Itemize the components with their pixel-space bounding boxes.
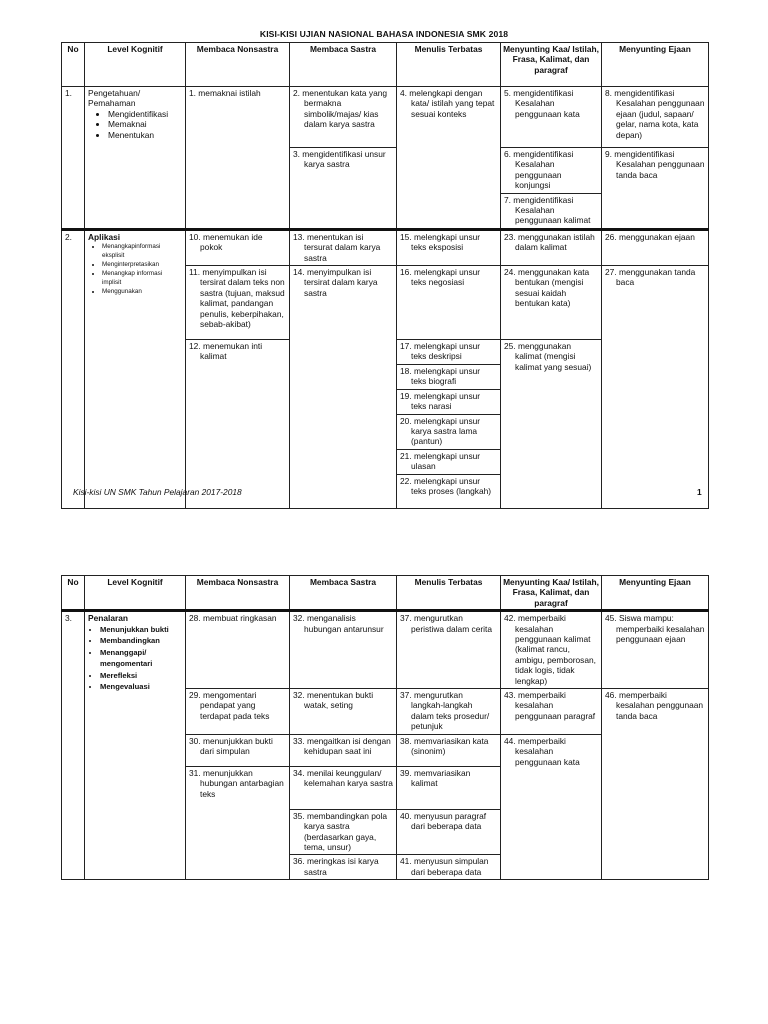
indicator-cell: 43. memperbaiki kesalahan penggunaan paragraf xyxy=(501,689,602,735)
level-list xyxy=(88,624,182,693)
indicator-cell: 44. memperbaiki kesalahan penggunaan kata xyxy=(501,734,602,879)
indicator-cell: 19. melengkapi unsur teks narasi xyxy=(397,389,501,414)
indicator-cell: 1. memaknai istilah xyxy=(186,87,290,230)
indicator-cell: 35. membandingkan pola karya sastra (berdasarkan gaya, tema, unsur) xyxy=(290,809,397,855)
indicator-cell: 39. memvariasikan kalimat xyxy=(397,766,501,809)
table-row xyxy=(62,229,709,265)
row-number: 3. xyxy=(62,611,85,880)
indicator-cell: 40. menyusun paragraf dari beberapa data xyxy=(397,809,501,855)
indicator-cell: 10. menemukan ide pokok xyxy=(186,229,290,265)
indicator-cell: 25. menggunakan kalimat (mengisi kalimat yang sesuai) xyxy=(501,340,602,508)
level-title: Pengetahuan/ Pemahaman xyxy=(88,88,141,109)
header-level-kognitif: Level Kognitif xyxy=(85,576,186,611)
indicator-cell: 14. menyimpulkan isi tersirat dalam karya sastra xyxy=(290,266,397,508)
indicator-cell: 12. menemukan inti kalimat xyxy=(186,340,290,508)
level-item: • Mengidentifikasi xyxy=(108,109,182,119)
level-item: • Menggunakan xyxy=(102,287,182,296)
indicator-cell: 27. menggunakan tanda baca xyxy=(602,266,709,508)
indicator-cell: 18. melengkapi unsur teks biografi xyxy=(397,364,501,389)
header-no: No xyxy=(62,43,85,87)
page-footer: Kisi-kisi UN SMK Tahun Pelajaran 2017-2018 xyxy=(73,487,242,497)
indicator-cell: 20. melengkapi unsur karya sastra lama (pantun) xyxy=(397,414,501,449)
indicator-cell: 32. menentukan bukti watak, seting xyxy=(290,689,397,735)
indicator-cell: 46. memperbaiki kesalahan penggunaan tanda baca xyxy=(602,689,709,880)
indicator-cell: 13. menentukan isi tersurat dalam karya sastra xyxy=(290,229,397,265)
level-item: • Menentukan xyxy=(108,130,182,140)
level-list xyxy=(88,242,182,296)
level-item: • Merefleksi xyxy=(100,670,182,682)
header-membaca-sastra: Membaca Sastra xyxy=(290,576,397,611)
indicator-cell: 15. melengkapi unsur teks eksposisi xyxy=(397,229,501,265)
indicator-cell: 16. melengkapi unsur teks negosiasi xyxy=(397,266,501,340)
level-title: Penalaran xyxy=(88,613,129,624)
indicator-cell: 45. Siswa mampu: memperbaiki kesalahan penggunaan ejaan xyxy=(602,611,709,689)
header-menyunting-kata: Menyunting Kaa/ Istilah, Frasa, Kalimat, dan paragraf xyxy=(501,576,602,611)
header-membaca-sastra: Membaca Sastra xyxy=(290,43,397,87)
indicator-cell: 7. mengidentifikasi Kesalahan penggunaan kalimat xyxy=(501,193,602,229)
page-number: 1 xyxy=(697,487,702,497)
indicator-cell: 29. mengomentari pendapat yang terdapat pada teks xyxy=(186,689,290,735)
row-number: 2. xyxy=(62,229,85,508)
header-no: No xyxy=(62,576,85,611)
header-menyunting-kata: Menyunting Kaa/ Istilah, Frasa, Kalimat, dan paragraf xyxy=(501,43,602,87)
indicator-cell: 31. menunjukkan hubungan antarbagian teks xyxy=(186,766,290,879)
indicator-cell: 33. mengaitkan isi dengan kehidupan saat ini xyxy=(290,734,397,766)
header-membaca-nonsastra: Membaca Nonsastra xyxy=(186,576,290,611)
level-cell xyxy=(85,611,186,880)
indicator-cell: 11. menyimpulkan isi tersirat dalam teks non sastra (tujuan, maksud kalimat, pandangan penulis, keberpihakan, sebab-akibat) xyxy=(186,266,290,340)
level-item: • Menangkapinformasi eksplisit xyxy=(102,242,182,260)
indicator-cell: 23. menggunakan istilah dalam kalimat xyxy=(501,229,602,265)
level-title: Aplikasi xyxy=(88,231,121,242)
kisi-kisi-table-page-1 xyxy=(61,42,709,509)
indicator-cell: 9. mengidentifikasi Kesalahan penggunaan tanda baca xyxy=(602,148,709,230)
indicator-cell: 21. melengkapi unsur ulasan xyxy=(397,449,501,474)
indicator-cell: 32. menganalisis hubungan antarunsur xyxy=(290,611,397,689)
level-cell xyxy=(85,229,186,508)
indicator-cell: 34. menilai keunggulan/ kelemahan karya sastra xyxy=(290,766,397,809)
header-menyunting-ejaan: Menyunting Ejaan xyxy=(602,43,709,87)
table-header-row xyxy=(62,576,709,611)
header-menulis-terbatas: Menulis Terbatas xyxy=(397,576,501,611)
level-item: • Membandingkan xyxy=(100,635,182,647)
table-row xyxy=(62,87,709,148)
level-item: • Menginterpretasikan xyxy=(102,260,182,269)
indicator-cell: 22. melengkapi unsur teks proses (langkah) xyxy=(397,474,501,508)
table-header-row xyxy=(62,43,709,87)
indicator-cell: 30. menunjukkan bukti dari simpulan xyxy=(186,734,290,766)
header-menyunting-ejaan: Menyunting Ejaan xyxy=(602,576,709,611)
indicator-cell: 8. mengidentifikasi Kesalahan penggunaan ejaan (judul, sapaan/ gelar, nama kota, kata depan) xyxy=(602,87,709,148)
level-list xyxy=(88,109,182,140)
indicator-cell: 3. mengidentifikasi unsur karya sastra xyxy=(290,148,397,230)
indicator-cell: 38. memvariasikan kata (sinonim) xyxy=(397,734,501,766)
indicator-cell: 17. melengkapi unsur teks deskripsi xyxy=(397,340,501,365)
indicator-cell: 37. mengurutkan peristiwa dalam cerita xyxy=(397,611,501,689)
indicator-cell: 24. menggunakan kata bentukan (mengisi sesuai kaidah bentukan kata) xyxy=(501,266,602,340)
kisi-kisi-table-page-2 xyxy=(61,575,709,880)
indicator-cell: 36. meringkas isi karya sastra xyxy=(290,855,397,880)
indicator-cell: 5. mengidentifikasi Kesalahan penggunaan kata xyxy=(501,87,602,148)
header-level-kognitif: Level Kognitif xyxy=(85,43,186,87)
level-item: • Memaknai xyxy=(108,119,182,129)
header-membaca-nonsastra: Membaca Nonsastra xyxy=(186,43,290,87)
level-item: • Menanggapi/ mengomentari xyxy=(100,647,182,670)
level-cell xyxy=(85,87,186,230)
indicator-cell: 41. menyusun simpulan dari beberapa data xyxy=(397,855,501,880)
row-number: 1. xyxy=(62,87,85,230)
header-menulis-terbatas: Menulis Terbatas xyxy=(397,43,501,87)
indicator-cell: 42. memperbaiki kesalahan penggunaan kalimat (kalimat rancu, ambigu, pemborosan, tidak logis, tidak lengkap) xyxy=(501,611,602,689)
level-item: • Mengevaluasi xyxy=(100,681,182,693)
document-title: KISI-KISI UJIAN NASIONAL BAHASA INDONESIA SMK 2018 xyxy=(259,29,509,39)
indicator-cell: 6. mengidentifikasi Kesalahan penggunaan konjungsi xyxy=(501,148,602,194)
level-item: • Menunjukkan bukti xyxy=(100,624,182,636)
indicator-cell: 28. membuat ringkasan xyxy=(186,611,290,689)
indicator-cell: 2. menentukan kata yang bermakna simbolik/majas/ kias dalam karya sastra xyxy=(290,87,397,148)
level-item: • Menangkap informasi implisit xyxy=(102,269,182,287)
indicator-cell: 4. melengkapi dengan kata/ istilah yang tepat sesuai konteks xyxy=(397,87,501,230)
indicator-cell: 37. mengurutkan langkah-langkah dalam teks prosedur/ petunjuk xyxy=(397,689,501,735)
indicator-cell: 26. menggunakan ejaan xyxy=(602,229,709,265)
table-row xyxy=(62,611,709,689)
